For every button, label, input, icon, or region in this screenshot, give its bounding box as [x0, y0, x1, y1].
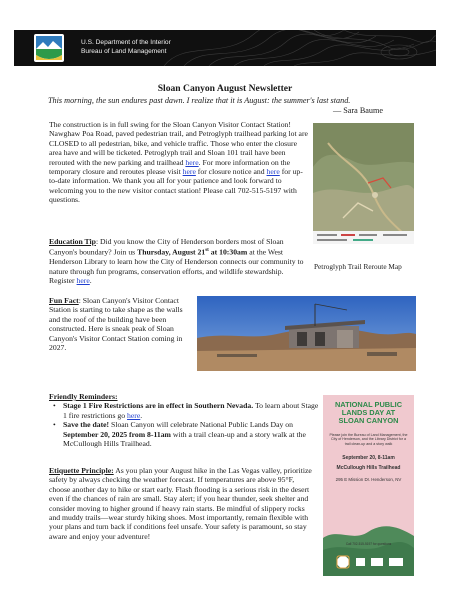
list-item: [63, 401, 319, 420]
map-caption: Petroglyph Trail Reroute Map: [314, 262, 402, 271]
friendly-reminders-label: Friendly Reminders:: [49, 392, 118, 401]
save-the-date: Save the date!: [63, 420, 110, 430]
education-date: Thursday, August 21: [137, 247, 206, 257]
reminder-text: To learn about Stage 1 fire restrictions go: [63, 401, 319, 420]
public-lands-day-poster: [323, 395, 414, 576]
event-date: September 20, 2025 from 8-11am: [63, 429, 171, 439]
fun-fact-paragraph: [49, 296, 187, 352]
education-date-suffix: st: [205, 248, 209, 254]
poster-footer: Call 702-515-5197 for questions: [345, 542, 392, 546]
newsletter-title: Sloan Canyon August Newsletter: [157, 83, 293, 94]
poster-title: NATIONAL PUBLIC LANDS DAY AT SLOAN CANYON: [334, 400, 403, 425]
poster-address: 295 E Mission Dr. Henderson, NV: [335, 477, 402, 482]
reminder-text: Sloan Canyon will celebrate National Public Lands Day on: [109, 420, 293, 430]
friendly-reminders-section: [49, 392, 319, 448]
construction-text: The construction is in full swing for the Sloan Canyon Visitor Contact Station! Nawghaw Poa Road, paved pedestrian trail, and Petroglyph trailhead parking lot are CLOSED to all pedestrian, bike, and vehicle traffic. Those who enter the closure area have and will be ticketed. Petroglyph trail and Sloan 101 trail have been rerouted with the new parking and trailhead: [49, 120, 308, 167]
etiquette-text: As you plan your August hike in the Las Vegas valley, prioritize safety by always checking the weather forecast. If temperatures are above 95°F, choose another day to hike or start early. Flash flooding is a serious risk in the desert even if the chances of rain are small. Stay alert; if you hear thunder, seek shelter and consider moving to higher ground if heavy rain starts. Be mindful of slippery rocks and muddy trails—wear sturdy hiking shoes. Most importantly, remain flexible with your plans and turn back if conditions feel unsafe. Your safety is paramount, so stay aware and enjoy your adventure!: [49, 466, 312, 541]
agency-line-2: Bureau of Land Management: [81, 47, 167, 55]
poster-blurb: Please join the Bureau of Land Management, the City of Henderson, and the Library District for a trail clean-up and a story walk: [329, 433, 408, 446]
etiquette-paragraph: [49, 466, 312, 541]
blm-logo-icon: [33, 33, 65, 63]
opening-quote: This morning, the sun endures past dawn. I realize that it is August: the summer's last stand.: [48, 96, 351, 105]
poster-date: September 20, 8-11am: [342, 455, 395, 461]
fun-fact-text: : Sloan Canyon's Visitor Contact Station is starting to take shape as the walls and the roof of the building have been constructed. Here is sneak peak of Sloan Canyon's Visitor Contact Station coming in 2027.: [49, 296, 183, 353]
fire-restrictions-link[interactable]: here: [127, 410, 141, 420]
fire-restriction-notice: Stage 1 Fire Restrictions are in effect in Southern Nevada.: [63, 401, 254, 411]
poster-location: McCullough Hills Trailhead: [336, 465, 401, 471]
education-tip-label: Education Tip: [49, 237, 96, 246]
construction-text: . For more information on the temporary closure and reroutes please visit: [49, 157, 291, 177]
reminders-list: [49, 401, 319, 448]
agency-line-1: U.S. Department of the Interior: [81, 39, 171, 46]
poster-landscape-art: [323, 520, 414, 576]
blm-header-banner: [14, 30, 436, 66]
list-item: [63, 420, 319, 448]
register-link[interactable]: here: [76, 276, 90, 286]
education-time: at 10:30am: [208, 247, 248, 257]
fun-fact-label: Fun Fact: [49, 296, 79, 305]
education-text: : Did you know the City of Henderson borders most of Sloan Canyon's boundary? Join us: [49, 237, 284, 257]
reminder-text: with a trail clean-up and a story walk at the McCullough Hills Trailhead.: [63, 429, 306, 449]
petroglyph-trail-reroute-map: [313, 123, 414, 244]
closure-notice-link[interactable]: here: [182, 167, 196, 177]
education-text: .: [89, 276, 92, 286]
reminder-text: .: [140, 410, 143, 420]
quote-author: — Sara Baume: [333, 106, 384, 115]
updates-link[interactable]: here: [266, 167, 280, 177]
aerial-map-image: [313, 123, 414, 244]
construction-paragraph: [49, 120, 311, 205]
agency-name: [81, 39, 171, 56]
education-text: at the West Henderson Library to learn how the City of Henderson connects our community to nature through fun programs, conservation efforts, and wildlife stewardship. Register: [49, 247, 304, 286]
construction-text: for closure notice and: [195, 167, 267, 177]
topographic-pattern: [14, 30, 436, 66]
education-tip-paragraph: [49, 237, 311, 286]
construction-site-image: [197, 296, 416, 371]
construction-text: for up-to-date information. We thank you all for your patience and look forward to welcoming you to the new visitor contact station! Please call 702-515-5197 with questions.: [49, 167, 303, 205]
etiquette-label: Etiquette Principle:: [49, 466, 114, 475]
parking-trailhead-link[interactable]: here: [185, 157, 199, 167]
visitor-contact-station-photo: [197, 296, 416, 371]
